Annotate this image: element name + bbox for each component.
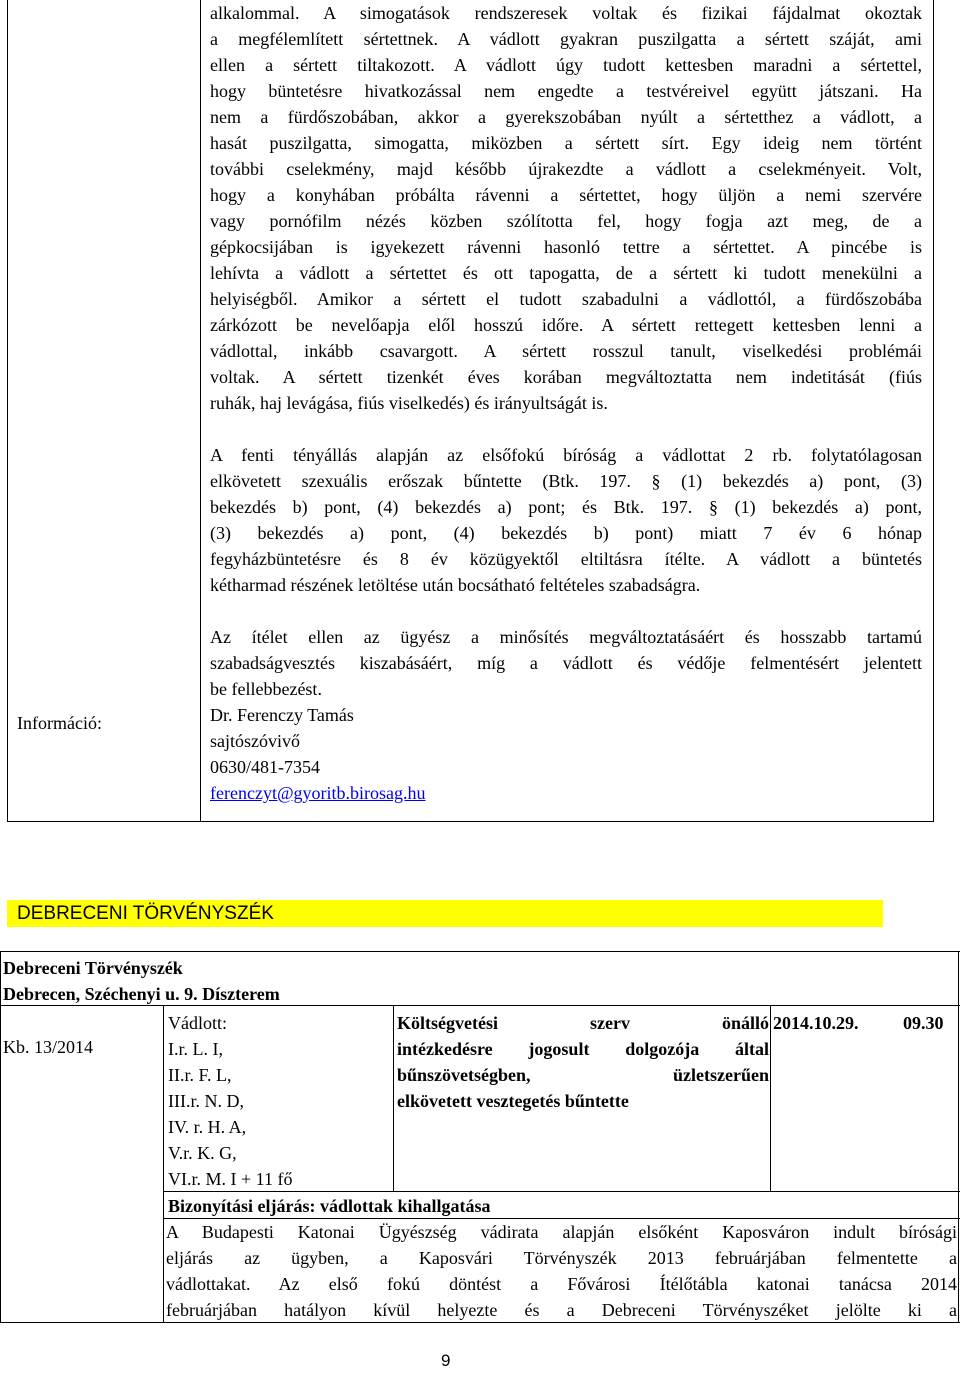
text-line: fegyházbüntetésre és 8 év közügyektől eltiltásra ítélte. A vádlott a büntetés: [210, 549, 922, 569]
text-line: a megfélemlített sértettnek. A vádlott gyakran puszilgatta a sértett száját, ami: [210, 29, 922, 49]
text-line: helyiségből. Amikor a sértett el tudott szabadulni a vádlottól, a fürdőszobába: [210, 289, 922, 309]
defendant: V.r. K. G,: [168, 1143, 237, 1163]
summary-line: A Budapesti Katonai Ügyészség vádirata alapján elsőként Kaposváron indult bírósági: [166, 1222, 957, 1242]
text-line: vagy pornófilm nézés közben szólította fel, hogy fogja azt meg, de a: [210, 211, 922, 231]
info-label: Információ:: [17, 713, 102, 733]
text-line: zárkózott be nevelőapja elől hosszú időre. A sértett rettegett kettesben lenni a: [210, 315, 922, 335]
contact-phone: 0630/481-7354: [210, 757, 320, 777]
text-line: ellen a sértett tiltakozott. A vádlott úgy tudott kettesben maradni a sértettel,: [210, 55, 922, 75]
summary-line: februárjában hatályon kívül helyezte és a Debreceni Törvényszéket jelölte ki a: [166, 1300, 957, 1320]
text-line: kétharmad részének letöltése után bocsátható feltételes szabadságra.: [210, 575, 701, 595]
charge-line: intézkedésre jogosult dolgozója által: [397, 1039, 769, 1059]
charge-line: bűnszövetségben, üzletszerűen: [397, 1065, 769, 1085]
paragraph-appeal: [210, 624, 922, 702]
paragraph-facts: [210, 0, 922, 416]
court-heading: DEBRECENI TÖRVÉNYSZÉK: [7, 900, 883, 927]
text-line: hogy büntetésre hivatkozással nem engedte a testvéreivel együtt játszani. Ha: [210, 81, 922, 101]
text-line: elkövetett szexuális erőszak bűntette (Btk. 197. § (1) bekezdés a) pont, (3): [210, 471, 922, 491]
summary-line: vádlottakat. Az első fokú döntést a Fővárosi Ítélőtábla katonai tanácsa 2014: [166, 1274, 957, 1294]
contact-role: sajtószóvivő: [210, 731, 300, 751]
summary-line: eljárás az ügyben, a Kaposvári Törvényszék 2013 februárjában felmentette a: [166, 1248, 957, 1268]
hearing-date: 2014.10.29.: [773, 1013, 859, 1033]
text-line: nem a fürdőszobában, akkor a gyerekszobában nyúlt a sértetthez a vádlott, a: [210, 107, 922, 127]
text-line: vádlottal, inkább csavargott. A sértett rosszul tanult, viselkedési problémái: [210, 341, 922, 361]
defendants-label: Vádlott:: [168, 1013, 227, 1033]
text-line: szabadságvesztés kiszabásáért, míg a vádlott és védője felmentésért jelentett: [210, 653, 922, 673]
text-line: Az ítélet ellen az ügyész a minősítés megváltoztatásáért és hosszabb tartamú: [210, 627, 922, 647]
defendant: II.r. F. L,: [168, 1065, 232, 1085]
hearing-time: 09.30: [903, 1013, 944, 1033]
charge-line: elkövetett vesztegetés bűntette: [397, 1091, 629, 1111]
text-line: voltak. A sértett tizenkét éves korában megváltoztatta nem indetitását (fiús: [210, 367, 922, 387]
contact-name: Dr. Ferenczy Tamás: [210, 705, 354, 725]
text-line: A fenti tényállás alapján az elsőfokú bíróság a vádlottat 2 rb. folytatólagosan: [210, 445, 922, 465]
procedure: Bizonyítási eljárás: vádlottak kihallgatása: [168, 1196, 491, 1216]
table-border: [770, 1005, 771, 1191]
column-divider: [200, 0, 201, 822]
text-line: bekezdés b) pont, (4) bekezdés a) pont; és Btk. 197. § (1) bekezdés a) pont,: [210, 497, 922, 517]
defendant: VI.r. M. I + 11 fő: [168, 1169, 293, 1189]
case-number: Kb. 13/2014: [3, 1037, 93, 1057]
text-line: alkalommal. A simogatások rendszeresek voltak és fizikai fájdalmat okoztak: [210, 3, 922, 23]
text-line: hogy a konyhában próbálta rávenni a sértettet, hogy üljön a nemi szervére: [210, 185, 922, 205]
text-line: lehívta a vádlott a sértettet és ott tapogatta, de a sértett ki tudott menekülni a: [210, 263, 922, 283]
text-line: be fellebbezést.: [210, 679, 322, 699]
court-name: Debreceni Törvényszék: [3, 958, 183, 978]
hearing-location: Debrecen, Széchenyi u. 9. Díszterem: [3, 984, 280, 1004]
contact-block: [210, 702, 922, 806]
text-line: hasát puszilgatta, simogatta, miközben a sértett sírt. Egy ideig nem történt: [210, 133, 922, 153]
text-line: gépkocsijában is igyekezett rávenni hasonló tettre a sértettet. A pincébe is: [210, 237, 922, 257]
table-border: [958, 951, 959, 1323]
case-description: [210, 0, 922, 806]
defendant: I.r. L. I,: [168, 1039, 223, 1059]
table-border: [0, 951, 1, 1323]
table-border: [163, 1005, 164, 1323]
table-border: [0, 951, 960, 952]
text-line: további cselekmény, majd később újrakezdte a vádlott a cselekményeit. Volt,: [210, 159, 922, 179]
defendant: IV. r. H. A,: [168, 1117, 247, 1137]
text-line: (3) bekezdés a) pont, (4) bekezdés b) pont) miatt 7 év 6 hónap: [210, 523, 922, 543]
text-line: ruhák, haj levágása, fiús viselkedés) és irányultságát is.: [210, 393, 608, 413]
paragraph-verdict: [210, 442, 922, 598]
defendant: III.r. N. D,: [168, 1091, 244, 1111]
contact-email-link[interactable]: ferenczyt@gyoritb.birosag.hu: [210, 783, 426, 803]
table-border: [393, 1005, 394, 1191]
page-number: 9: [441, 1351, 451, 1370]
charge-line: Költségvetési szerv önálló: [397, 1013, 769, 1033]
